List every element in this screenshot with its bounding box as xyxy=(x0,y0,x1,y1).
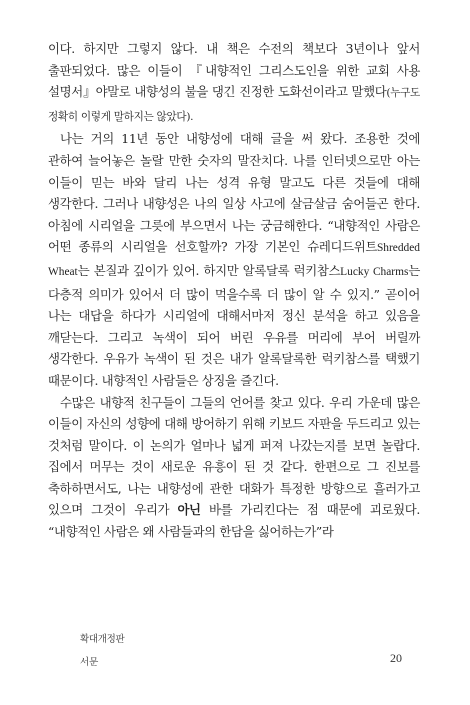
paragraph-2-part-1: 나는 거의 11년 동안 내향성에 대해 글을 써 왔다. 조용한 것에 관하여 늘어놓은 놀랄 만한 숫자의 말잔치다. 나를 인터넷으로만 아는 이들이 믿는 바와 달리 나는 성격 유형 말고도 다른 것들에 대해 생각한다. 그러나 내향성은 나의 일상 사고에 살금살금 숨어들곤 한다. 아침에 시리얼을 그릇에 부으면서 나는 궁금해한다. “내향적인 사람은 어떤 종류의 시리얼을 선호할까? 가장 기본인 슈레디드위트 xyxy=(48,131,420,255)
footer-chapter-label: 서문 xyxy=(80,657,99,668)
paragraph-2 xyxy=(48,128,420,391)
paragraph-1 xyxy=(48,38,420,128)
page-number: 20 xyxy=(390,651,402,665)
paragraph-1-note: (누구도 정확히 이렇게 말하지는 않았다). xyxy=(48,87,420,123)
paragraph-3-part-2: 바를 가리킨다는 점 때문에 괴로웠다. “내향적인 사람은 왜 사람들과의 한담을 싫어하는가”라 xyxy=(48,502,420,540)
footer-section-label: 확대개정판 xyxy=(80,634,125,645)
body-text xyxy=(48,38,420,543)
paragraph-3-emphasis: 아닌 xyxy=(177,502,201,518)
paragraph-2-part-2: 는 본질과 깊이가 있어. 하지만 알록달록 럭키참스 xyxy=(77,262,341,278)
paragraph-3 xyxy=(48,392,420,543)
paragraph-2-part-3: 는 다층적 의미가 있어서 더 많이 먹을수록 더 많이 알 수 있지.” 곧이어 나는 대답을 하다가 시리얼에 대해서마저 정신 분석을 하고 있음을 깨닫는다. 그리고 녹색이 되어 버린 우유를 머리에 부어 버릴까 생각한다. 우유가 녹색이 된 것은 내가 알록달록한 럭키참스를 택했기 때문이다. 내향적인 사람들은 상징을 즐긴다. xyxy=(48,262,420,388)
paragraph-2-latin-2: Lucky Charms xyxy=(340,265,409,278)
paragraph-1-text: 이다. 하지만 그렇지 않다. 내 책은 수전의 책보다 3년이나 앞서 출판되었다. 많은 이들이 『내향적인 그리스도인을 위한 교회 사용 설명서』야말로 내향성의 불을 댕긴 진정한 도화선이라고 말했다 xyxy=(48,41,420,100)
paragraph-2-latin-1: Shredded Wheat xyxy=(48,242,420,278)
paragraph-3-part-1: 수많은 내향적 친구들이 그들의 언어를 찾고 있다. 우리 가운데 많은 이들이 자신의 성향에 대해 방어하기 위해 키보드 자판을 두드리고 있는 것처럼 말이다. 이 논의가 얼마나 넓게 퍼져 나갔는지를 보면 놀랍다. 집에서 머무는 것이 새로운 유흥이 된 것 같다. 한편으로 그 진보를 축하하면서도, 나는 내향성에 관한 대화가 특정한 방향으로 흘러가고 있으며 그것이 우리가 xyxy=(48,394,420,518)
